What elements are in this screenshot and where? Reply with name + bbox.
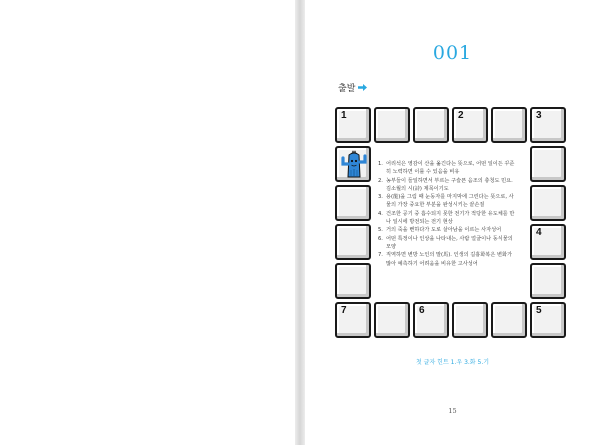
puzzle-cell[interactable] <box>374 302 410 338</box>
clue-number: 3. <box>378 194 383 201</box>
puzzle-cell[interactable] <box>530 146 566 182</box>
cell-number: 6 <box>419 305 425 316</box>
clue-text: 건조한 공기 중 흡수되지 못한 전기가 적당한 유도체를 만나 일시에 방전되는 전기 현상 <box>386 210 515 226</box>
cell-number: 4 <box>536 227 542 238</box>
puzzle-cell[interactable] <box>491 302 527 338</box>
clue-item <box>378 177 518 194</box>
clue-text: 용(龍)을 그림 때 눈동자를 마지막에 그린다는 뜻으로, 사물의 가장 중요한 부분을 완성시키는 끝손질 <box>386 194 514 209</box>
puzzle-cell[interactable] <box>530 107 566 143</box>
puzzle-cell[interactable] <box>335 302 371 338</box>
puzzle-cell[interactable] <box>335 263 371 299</box>
puzzle-cell[interactable] <box>335 185 371 221</box>
clue-number: 7. <box>378 252 383 259</box>
cell-number: 5 <box>536 305 542 316</box>
clue-text: 어리석은 영감이 산을 옮긴다는 뜻으로, 어떤 일이든 꾸준히 노력하면 이룰 수 있음을 비유 <box>386 161 515 176</box>
clue-number: 1. <box>378 161 383 167</box>
clue-item <box>378 193 518 210</box>
cactus-mascot-icon <box>339 150 369 184</box>
cell-number: 7 <box>341 305 347 316</box>
left-blank-page <box>0 0 295 445</box>
start-label <box>338 81 367 94</box>
puzzle-number: 001 <box>432 42 473 64</box>
first-letter-hint: 첫 글자 힌트 1.우 3.화 5.기 <box>415 359 490 366</box>
puzzle-cell[interactable] <box>491 107 527 143</box>
clue-list <box>378 160 518 268</box>
clue-item <box>378 251 518 268</box>
puzzle-cell[interactable] <box>530 263 566 299</box>
puzzle-cell[interactable] <box>374 107 410 143</box>
clue-number: 4. <box>378 210 383 217</box>
puzzle-cell[interactable] <box>530 302 566 338</box>
puzzle-page <box>305 0 600 445</box>
cell-number: 1 <box>341 110 347 121</box>
clue-number: 2. <box>378 177 383 184</box>
puzzle-cell-mascot <box>335 146 371 182</box>
cell-number: 3 <box>536 110 542 121</box>
clue-item <box>378 160 518 177</box>
clue-text: 어떤 특정이나 인상을 나타내는, 사람 얼굴이나 동식물의 모양 <box>386 235 513 250</box>
puzzle-cell[interactable] <box>530 224 566 260</box>
book-gutter <box>295 0 305 445</box>
clue-text: 농부들이 들일하면서 부르는 구슬픈 음조의 충청도 민요. 김소월의 시(詩) 제목이기도 <box>386 177 513 192</box>
puzzle-cell[interactable] <box>335 224 371 260</box>
puzzle-cell[interactable] <box>530 185 566 221</box>
puzzle-cell[interactable] <box>335 107 371 143</box>
clue-text: 거의 죽을 뻔하다가 도로 살아남을 이르는 사자성어 <box>386 227 502 234</box>
arrow-right-icon <box>358 84 367 91</box>
clue-item <box>378 226 518 234</box>
clue-item <box>378 235 518 252</box>
clue-number: 6. <box>378 235 383 242</box>
start-label-text: 출발 <box>338 84 356 94</box>
puzzle-cell[interactable] <box>413 302 449 338</box>
puzzle-cell[interactable] <box>413 107 449 143</box>
page-number: 15 <box>448 407 457 415</box>
clue-item <box>378 210 518 227</box>
cell-number: 2 <box>458 110 464 121</box>
puzzle-cell[interactable] <box>452 302 488 338</box>
clue-text: 직역하면 변방 노인의 말(馬). 인생의 길흉화복은 변화가 많아 예측하기 어려움을 비유한 고사성어 <box>386 252 513 267</box>
clue-number: 5. <box>378 227 383 234</box>
puzzle-cell[interactable] <box>452 107 488 143</box>
